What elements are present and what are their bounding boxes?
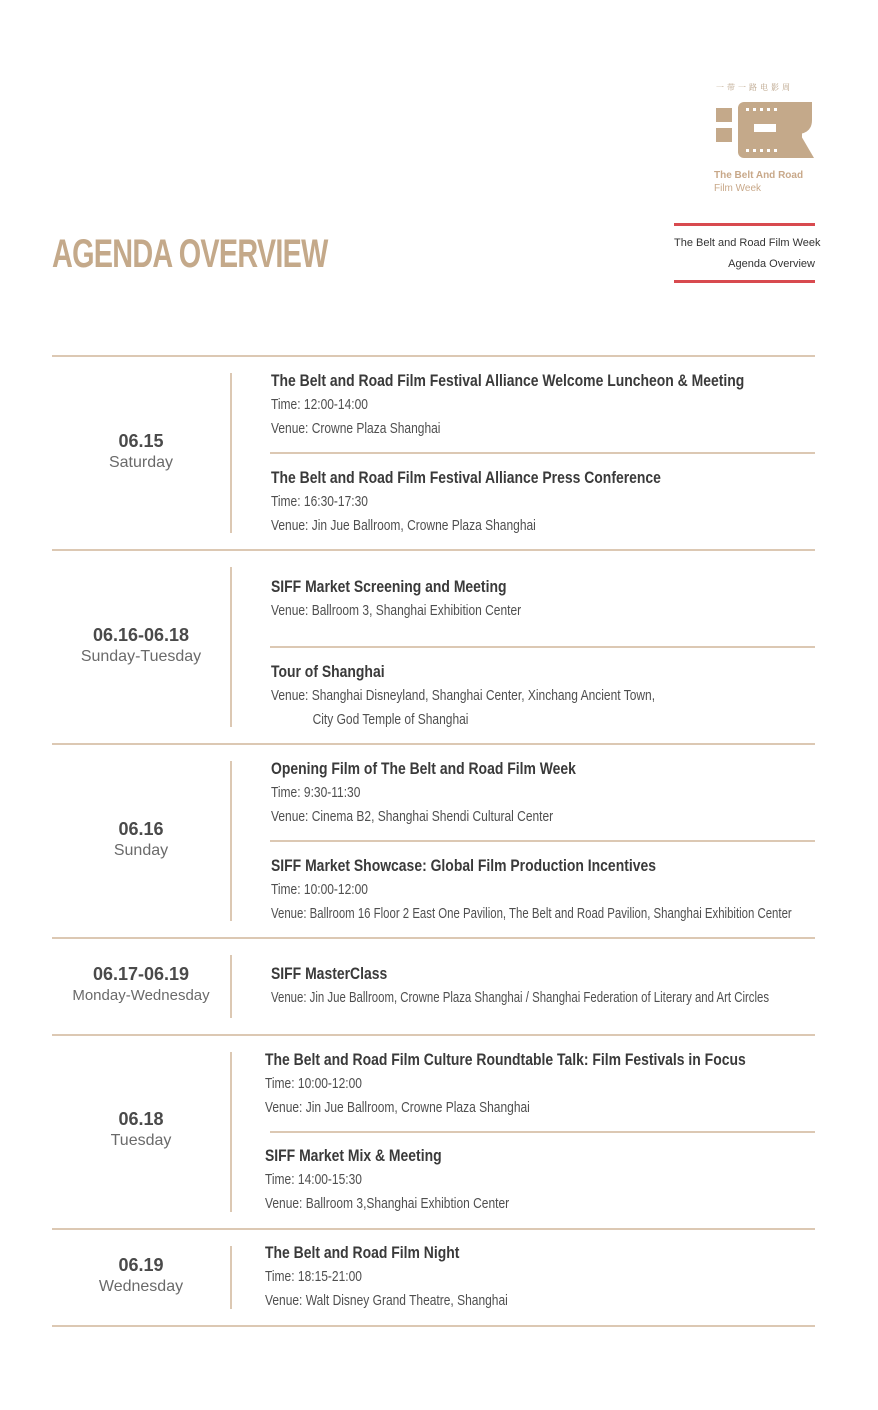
day-of-week: Sunday [113, 842, 169, 859]
event-venue: Venue: Jin Jue Ballroom, Crowne Plaza Shanghai [271, 517, 536, 534]
event-venue-continued: City God Temple of Shanghai [312, 711, 469, 728]
event-title: The Belt and Road Film Festival Alliance Press Conference [271, 468, 661, 487]
event-title: SIFF Market Screening and Meeting [271, 577, 507, 596]
event-venue: Venue: Walt Disney Grand Theatre, Shanghai [265, 1292, 508, 1309]
event-title: SIFF MasterClass [271, 964, 388, 983]
header-label-box [674, 223, 821, 283]
event-title: SIFF Market Showcase: Global Film Production Incentives [271, 856, 656, 875]
row-divider [52, 1034, 815, 1036]
page-title: AGENDA OVERVIEW [52, 232, 328, 276]
agenda-event [265, 1144, 825, 1216]
agenda-event [265, 1048, 825, 1120]
event-venue: Venue: Ballroom 16 Floor 2 East One Pavilion, The Belt and Road Pavilion, Shanghai Exhibition Center [271, 905, 792, 922]
header-label-line1: The Belt and Road Film Week [674, 237, 821, 249]
column-divider [230, 1052, 232, 1212]
date-range: 06.17-06.19 [92, 964, 190, 984]
agenda-event [271, 575, 831, 623]
agenda-date [52, 818, 230, 862]
logo-title-line1: The Belt And Road [714, 170, 804, 181]
event-title: The Belt and Road Film Festival Alliance Welcome Luncheon & Meeting [271, 371, 745, 390]
agenda-event [271, 660, 831, 732]
agenda-event [271, 466, 831, 538]
column-divider [230, 567, 232, 727]
header-label-line2: Agenda Overview [728, 258, 815, 270]
date-range: 06.19 [118, 1255, 164, 1275]
event-venue: Venue: Ballroom 3, Shanghai Exhibition Center [271, 602, 522, 619]
row-divider [52, 937, 815, 939]
day-of-week: Monday-Wednesday [72, 987, 210, 1004]
agenda-date [52, 1254, 230, 1298]
row-divider [52, 743, 815, 745]
column-divider [230, 373, 232, 533]
festival-logo [714, 82, 818, 194]
agenda-event [271, 962, 831, 1010]
event-venue: Venue: Cinema B2, Shanghai Shendi Cultural Center [271, 808, 554, 825]
event-title: SIFF Market Mix & Meeting [265, 1146, 442, 1165]
logo-title-line2: Film Week [714, 183, 762, 194]
row-divider [52, 1228, 815, 1230]
column-divider [230, 955, 232, 1018]
day-of-week: Tuesday [110, 1132, 172, 1149]
date-range: 06.16 [118, 819, 164, 839]
event-title: The Belt and Road Film Night [265, 1243, 460, 1262]
event-divider [270, 452, 815, 454]
event-divider [270, 646, 815, 648]
date-range: 06.18 [118, 1109, 164, 1129]
agenda-event [265, 1241, 825, 1313]
agenda-date [52, 963, 230, 1007]
agenda-date [52, 1108, 230, 1152]
event-venue: Venue: Shanghai Disneyland, Shanghai Center, Xinchang Ancient Town, [271, 687, 656, 704]
event-time: Time: 9:30-11:30 [271, 784, 361, 801]
event-title: Opening Film of The Belt and Road Film Week [271, 759, 576, 778]
event-venue: Venue: Crowne Plaza Shanghai [271, 420, 441, 437]
event-time: Time: 10:00-12:00 [271, 881, 368, 898]
day-of-week: Sunday-Tuesday [80, 648, 202, 665]
row-divider [52, 355, 815, 357]
day-of-week: Wednesday [98, 1278, 184, 1295]
logo-chinese-text: 一带一路电影周 [716, 83, 793, 92]
column-divider [230, 761, 232, 921]
event-time: Time: 14:00-15:30 [265, 1171, 362, 1188]
row-divider [52, 1325, 815, 1327]
day-of-week: Saturday [108, 454, 174, 471]
event-title: Tour of Shanghai [271, 662, 385, 681]
event-venue: Venue: Jin Jue Ballroom, Crowne Plaza Shanghai / Shanghai Federation of Literary and Art Circles [271, 989, 770, 1006]
date-range: 06.15 [118, 431, 164, 451]
agenda-event [271, 757, 831, 829]
agenda-event [271, 369, 831, 441]
event-venue: Venue: Jin Jue Ballroom, Crowne Plaza Shanghai [265, 1099, 530, 1116]
event-time: Time: 18:15-21:00 [265, 1268, 362, 1285]
agenda-date [52, 624, 230, 668]
agenda-date [52, 430, 230, 474]
agenda-event [271, 854, 831, 926]
event-time: Time: 16:30-17:30 [271, 493, 368, 510]
event-venue: Venue: Ballroom 3,Shanghai Exhibtion Center [265, 1195, 510, 1212]
event-time: Time: 12:00-14:00 [271, 396, 368, 413]
event-divider [270, 1131, 815, 1133]
date-range: 06.16-06.18 [92, 625, 190, 645]
event-time: Time: 10:00-12:00 [265, 1075, 362, 1092]
film-reel-br-logo-icon [714, 98, 814, 164]
column-divider [230, 1246, 232, 1309]
row-divider [52, 549, 815, 551]
event-title: The Belt and Road Film Culture Roundtable Talk: Film Festivals in Focus [265, 1050, 746, 1069]
event-divider [270, 840, 815, 842]
